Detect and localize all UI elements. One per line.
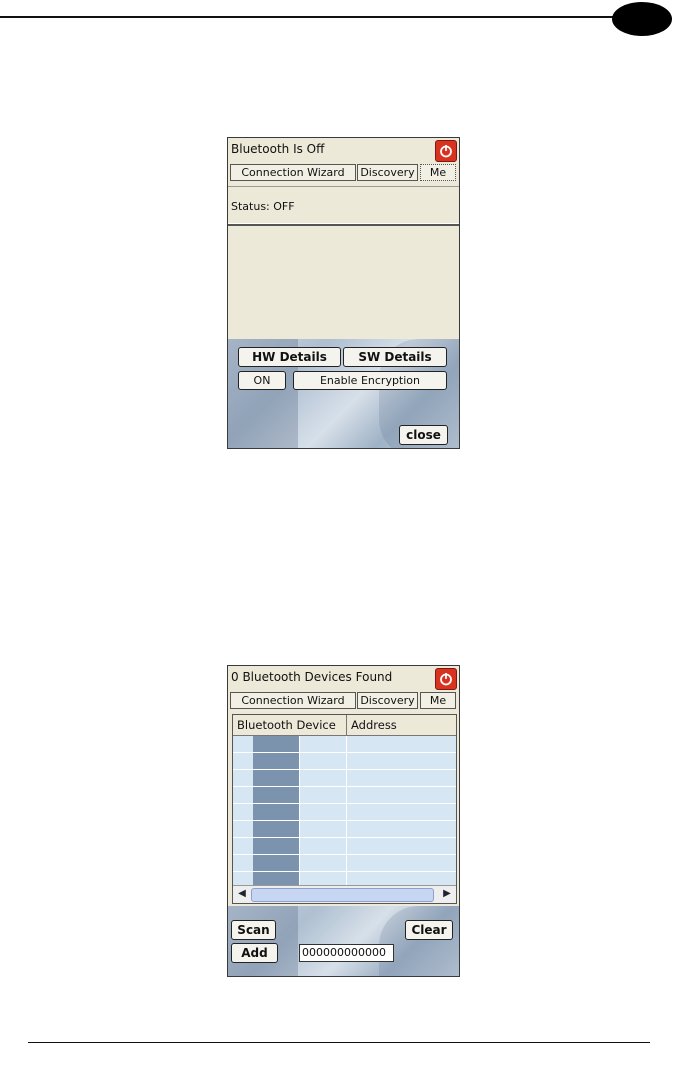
device-list-header bbox=[233, 715, 456, 736]
power-button[interactable] bbox=[435, 140, 457, 162]
tab-me[interactable]: Me bbox=[420, 164, 456, 181]
clear-button[interactable]: Clear bbox=[405, 920, 453, 940]
enable-encryption-button[interactable]: Enable Encryption bbox=[293, 371, 447, 390]
background-shape bbox=[379, 906, 459, 977]
window-title: Bluetooth Is Off bbox=[231, 142, 325, 156]
device-list[interactable] bbox=[232, 714, 457, 904]
tab-row bbox=[228, 692, 459, 710]
tab-row bbox=[228, 164, 459, 182]
column-bluetooth-device[interactable]: Bluetooth Device bbox=[237, 718, 336, 732]
scrollbar-thumb[interactable] bbox=[251, 888, 434, 902]
hw-details-button[interactable]: HW Details bbox=[238, 347, 341, 367]
list-row-line bbox=[233, 769, 456, 770]
chevron-right-icon[interactable]: ▶ bbox=[443, 888, 451, 899]
list-row-line bbox=[233, 803, 456, 804]
title-bar bbox=[228, 138, 459, 162]
list-row-line bbox=[233, 786, 456, 787]
list-column-shade bbox=[253, 736, 299, 886]
list-row-line bbox=[233, 837, 456, 838]
list-row-line bbox=[233, 854, 456, 855]
title-bar bbox=[228, 666, 459, 690]
chapter-badge bbox=[612, 2, 672, 36]
tab-connection-wizard[interactable]: Connection Wizard bbox=[230, 164, 356, 181]
power-icon bbox=[439, 144, 453, 158]
bluetooth-on-button[interactable]: ON bbox=[238, 371, 286, 390]
background-image bbox=[228, 906, 459, 976]
chevron-left-icon[interactable]: ◀ bbox=[238, 888, 246, 899]
tab-me[interactable]: Me bbox=[420, 692, 456, 709]
page-header-rule bbox=[0, 16, 646, 18]
address-input[interactable]: 000000000000 bbox=[299, 944, 394, 962]
scan-button[interactable]: Scan bbox=[231, 920, 276, 940]
log-panel bbox=[228, 224, 459, 340]
tab-connection-wizard[interactable]: Connection Wizard bbox=[230, 692, 356, 709]
power-button[interactable] bbox=[435, 668, 457, 690]
bluetooth-off-screen bbox=[227, 137, 460, 449]
tab-discovery[interactable]: Discovery bbox=[357, 692, 418, 709]
window-title: 0 Bluetooth Devices Found bbox=[231, 670, 393, 684]
list-column-line bbox=[299, 736, 300, 886]
column-separator bbox=[346, 715, 347, 735]
horizontal-scrollbar[interactable] bbox=[233, 885, 456, 903]
add-button[interactable]: Add bbox=[231, 943, 278, 963]
status-label: Status: OFF bbox=[231, 200, 295, 213]
discovery-screen bbox=[227, 665, 460, 977]
list-column-line bbox=[346, 736, 347, 886]
page-footer-rule bbox=[28, 1042, 650, 1043]
list-row-line bbox=[233, 820, 456, 821]
list-row-line bbox=[233, 752, 456, 753]
status-panel bbox=[228, 186, 459, 224]
sw-details-button[interactable]: SW Details bbox=[343, 347, 447, 367]
list-row-line bbox=[233, 871, 456, 872]
power-icon bbox=[439, 672, 453, 686]
tab-discovery[interactable]: Discovery bbox=[357, 164, 418, 181]
device-list-body bbox=[233, 736, 456, 886]
background-shape bbox=[228, 906, 298, 977]
column-address[interactable]: Address bbox=[351, 718, 397, 732]
close-button[interactable]: close bbox=[399, 425, 448, 445]
